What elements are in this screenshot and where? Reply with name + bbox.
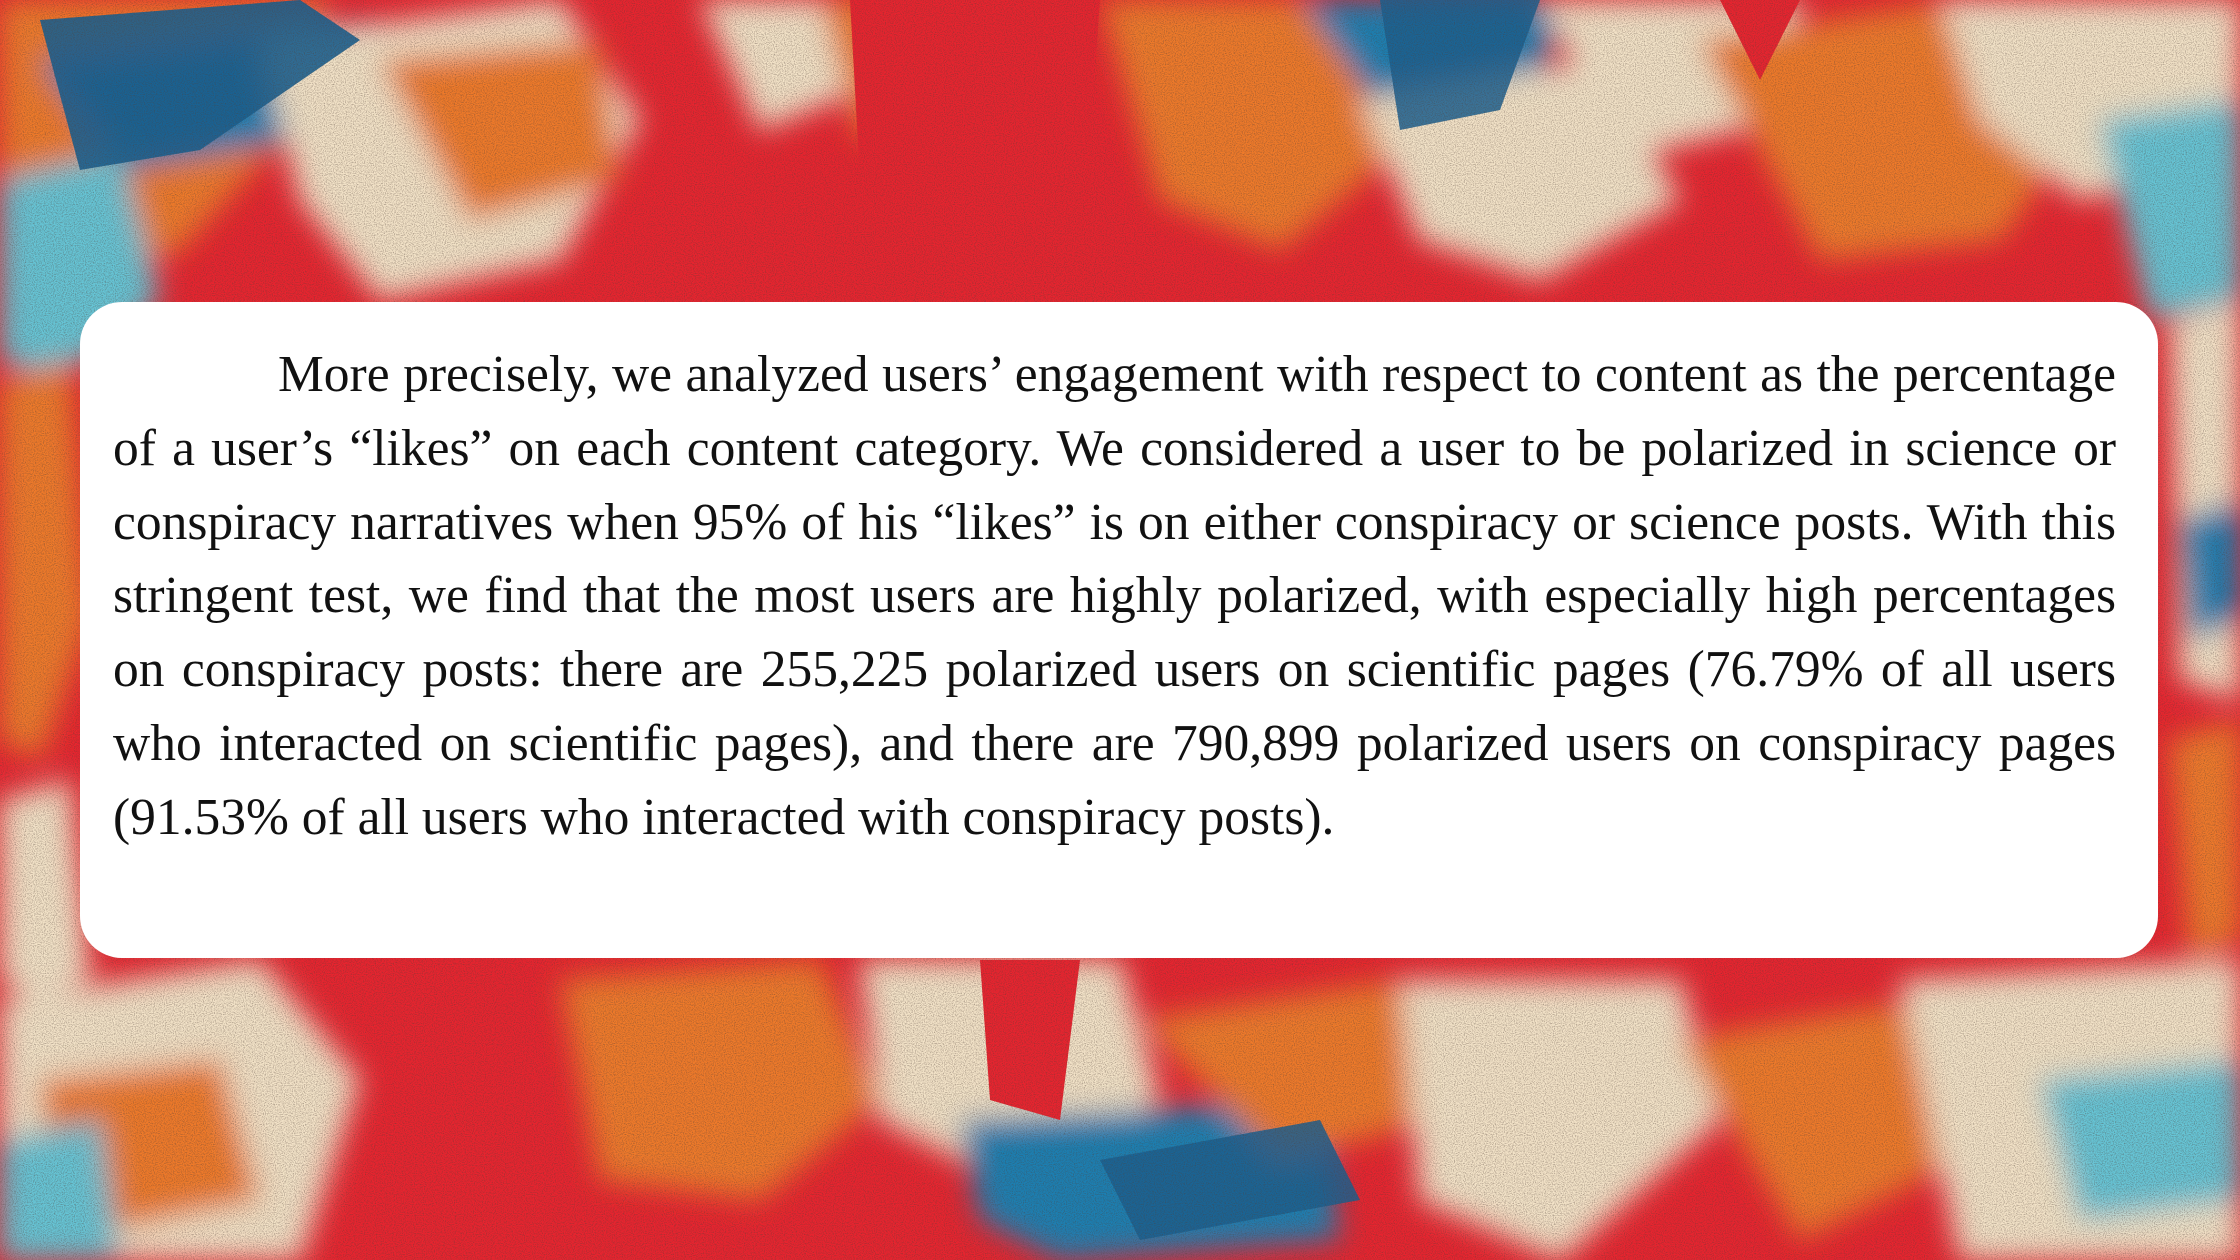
text-card [80,302,2158,958]
passage-text: More precisely, we analyzed users’ engagement with respect to content as the percentage of a user’s “likes” on each content category. We considered a user to be polarized in science or conspiracy narratives when 95% of his “likes” is on either conspiracy or science posts. With this stringent test, we find that the most users are highly polarized, with especially high percentages on conspiracy posts: there are 255,225 polarized users on scientific pages (76.79% of all users who interacted on scientific pages), and there are 790,899 polarized users on conspiracy pages (91.53% of all users who interacted with conspiracy posts). [113,346,2116,846]
